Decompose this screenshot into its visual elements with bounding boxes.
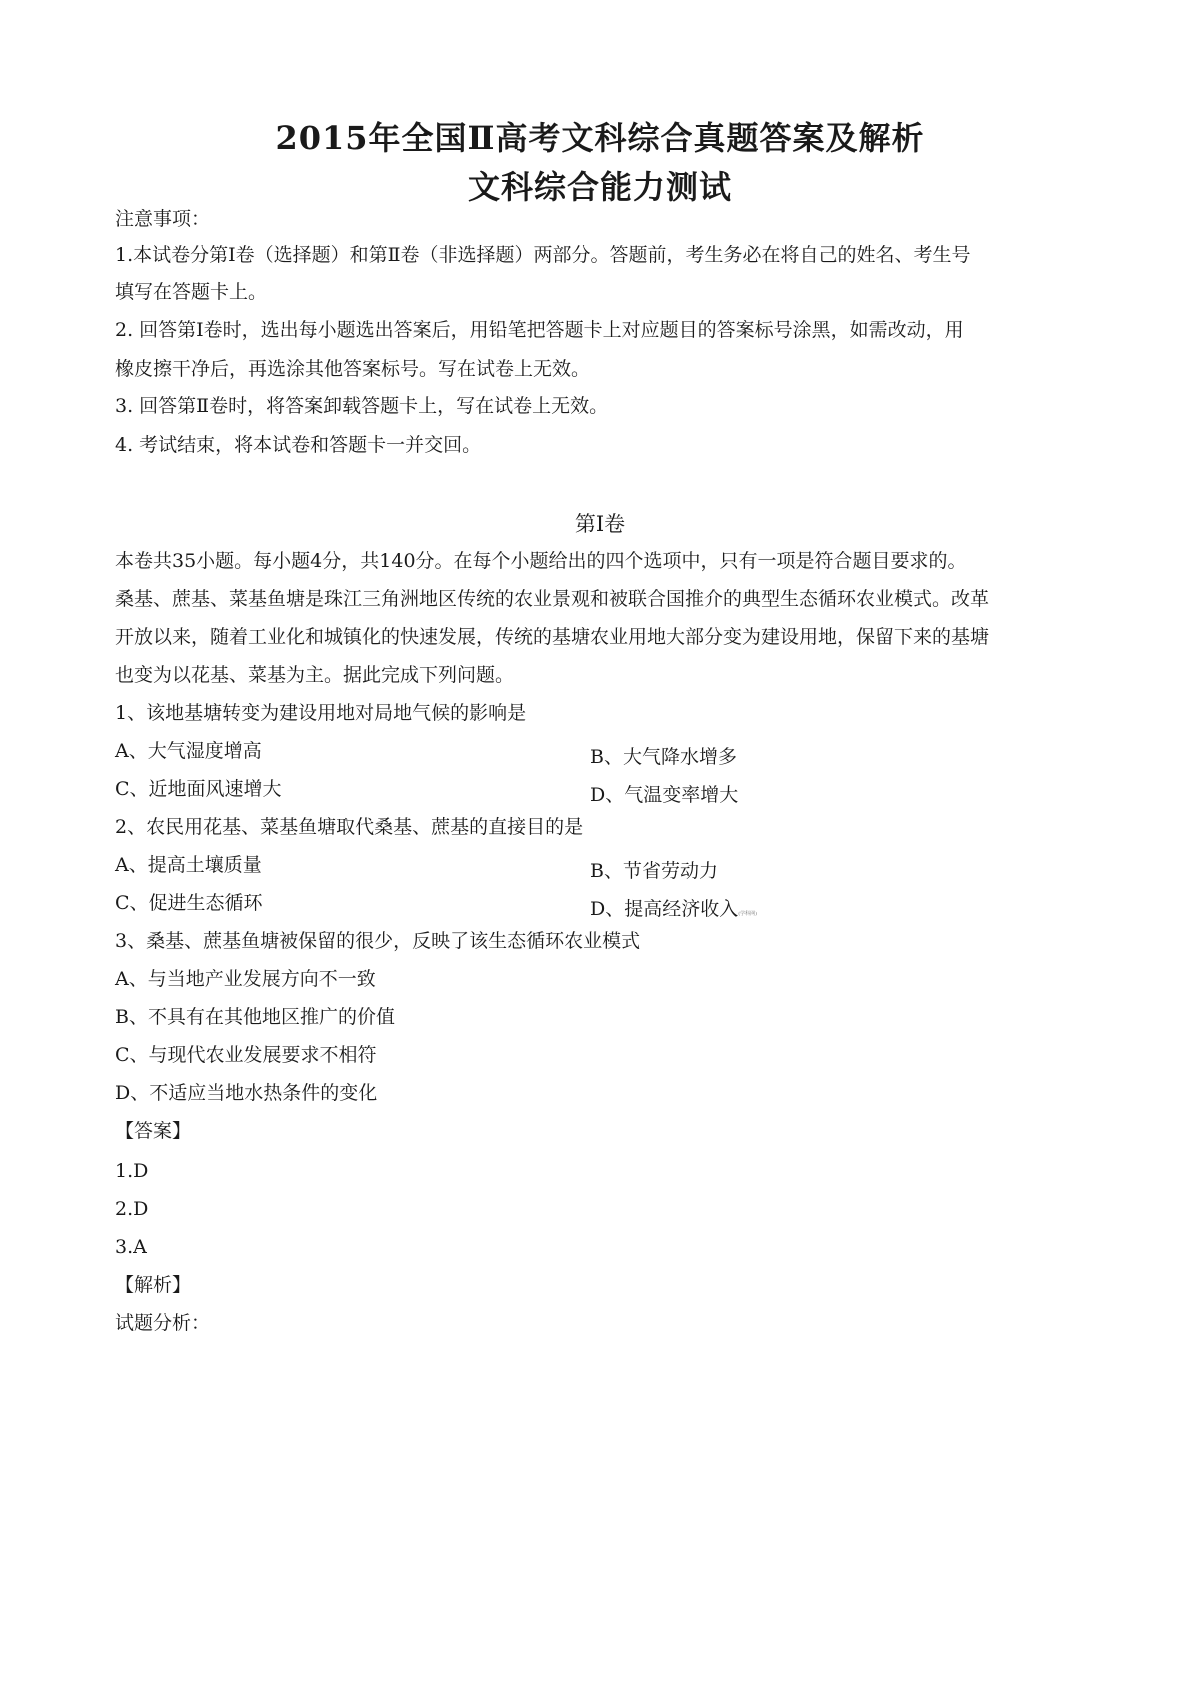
notice-item-1-cont: 填写在答题卡上。 xyxy=(115,281,268,303)
question-1-option-c: C、近地面风速增大 xyxy=(115,778,282,800)
notice-item-3: 3. 回答第Ⅱ卷时，将答案卸载答题卡上，写在试卷上无效。 xyxy=(115,395,609,417)
page-title: 2015年全国Ⅱ高考文科综合真题答案及解析 xyxy=(275,119,925,157)
notice-heading: 注意事项： xyxy=(115,208,211,230)
question-1-stem: 1、该地基塘转变为建设用地对局地气候的影响是 xyxy=(115,702,527,724)
question-3-option-b: B、不具有在其他地区推广的价值 xyxy=(115,1006,395,1028)
question-2-option-d-wrap xyxy=(590,894,757,921)
notice-item-1: 1.本试卷分第Ⅰ卷（选择题）和第Ⅱ卷（非选择题）两部分。答题前，考生务必在将自己的姓名、考生号 xyxy=(115,244,971,266)
section-intro: 本卷共35小题。每小题4分，共140分。在每个小题给出的四个选项中，只有一项是符合题目要求的。 xyxy=(115,550,967,572)
notice-item-2-cont: 橡皮擦干净后，再选涂其他答案标号。写在试卷上无效。 xyxy=(115,358,591,380)
analysis-heading: 【解析】 xyxy=(115,1274,192,1296)
question-2-option-c: C、促进生态循环 xyxy=(115,892,263,914)
watermark-mark: (学科网) xyxy=(738,911,758,917)
answer-3: 3.A xyxy=(115,1236,147,1258)
notice-item-2: 2. 回答第Ⅰ卷时，选出每小题选出答案后，用铅笔把答题卡上对应题目的答案标号涂黑，如需改动，用 xyxy=(115,319,964,341)
question-3-stem: 3、桑基、蔗基鱼塘被保留的很少，反映了该生态循环农业模式 xyxy=(115,930,641,952)
question-1-option-d: D、气温变率增大 xyxy=(590,784,739,806)
passage-line-1: 桑基、蔗基、菜基鱼塘是珠江三角洲地区传统的农业景观和被联合国推介的典型生态循环农业模式。改革 xyxy=(115,588,990,610)
question-1-option-b: B、大气降水增多 xyxy=(590,746,737,768)
notice-item-4: 4. 考试结束，将本试卷和答题卡一并交回。 xyxy=(115,434,482,456)
question-2-option-b: B、节省劳动力 xyxy=(590,860,718,882)
answer-1: 1.D xyxy=(115,1160,149,1182)
question-3-option-d: D、不适应当地水热条件的变化 xyxy=(115,1082,378,1104)
question-2-stem: 2、农民用花基、菜基鱼塘取代桑基、蔗基的直接目的是 xyxy=(115,816,584,838)
analysis-label: 试题分析： xyxy=(115,1312,211,1334)
passage-line-2: 开放以来，随着工业化和城镇化的快速发展，传统的基塘农业用地大部分变为建设用地，保留下来的基塘 xyxy=(115,626,990,648)
section-heading: 第Ⅰ卷 xyxy=(574,512,626,536)
question-3-option-a: A、与当地产业发展方向不一致 xyxy=(115,968,376,990)
page-subtitle: 文科综合能力测试 xyxy=(467,168,732,206)
answer-2: 2.D xyxy=(115,1198,149,1220)
question-2-option-a: A、提高土壤质量 xyxy=(115,854,262,876)
passage-line-3: 也变为以花基、菜基为主。据此完成下列问题。 xyxy=(115,664,515,686)
question-2-option-d: D、提高经济收入 xyxy=(590,898,739,920)
answers-heading: 【答案】 xyxy=(115,1120,192,1142)
question-3-option-c: C、与现代农业发展要求不相符 xyxy=(115,1044,377,1066)
question-1-option-a: A、大气湿度增高 xyxy=(115,740,262,762)
